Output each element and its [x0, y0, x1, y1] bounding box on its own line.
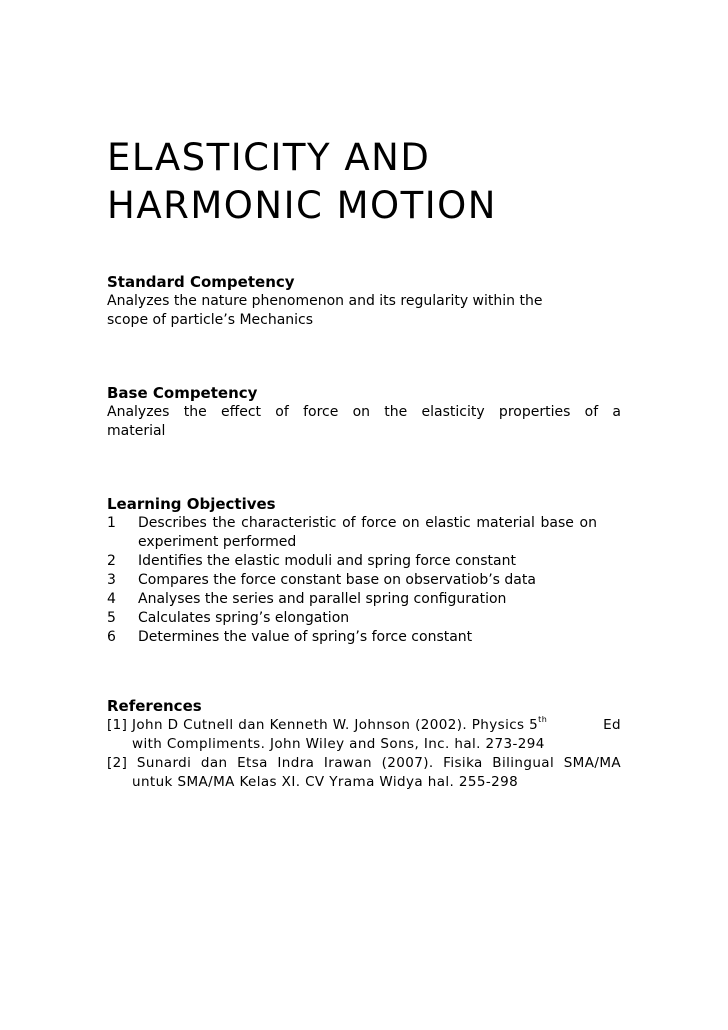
- document-title: [107, 134, 621, 230]
- references-heading: References: [107, 697, 202, 715]
- title-line-2: HARMONIC MOTION: [107, 184, 497, 227]
- document-page: [107, 134, 621, 792]
- reference-line-2: untuk SMA/MA Kelas XI. CV Yrama Widya hal. 255-298: [132, 774, 519, 790]
- objective-number: 4: [107, 591, 116, 607]
- title-line-1: ELASTICITY AND: [107, 136, 431, 179]
- list-item: [107, 571, 621, 590]
- objective-number: 1: [107, 515, 116, 531]
- standard-competency-line-1: Analyzes the nature phenomenon and its regularity within the: [107, 293, 543, 309]
- references-list: [107, 716, 621, 792]
- base-competency-heading: Base Competency: [107, 384, 258, 402]
- reference-line-2: with Compliments. John Wiley and Sons, Inc. hal. 273-294: [132, 736, 545, 752]
- objective-number: 2: [107, 553, 116, 569]
- list-item: [107, 552, 621, 571]
- reference-item: [107, 716, 621, 754]
- standard-competency-heading: Standard Competency: [107, 273, 295, 291]
- list-item: [107, 590, 621, 609]
- objective-text: Compares the force constant base on observatiob’s data: [138, 572, 536, 588]
- standard-competency-text: [107, 292, 621, 330]
- references-section: [107, 697, 621, 792]
- objective-number: 3: [107, 572, 116, 588]
- reference-superscript: th: [538, 715, 548, 724]
- base-competency-line-1: Analyzes the effect of force on the elasticity properties of a: [107, 404, 621, 420]
- standard-competency-line-2: scope of particle’s Mechanics: [107, 312, 314, 328]
- objective-text: Analyses the series and parallel spring configuration: [138, 591, 507, 607]
- standard-competency-section: [107, 273, 621, 330]
- learning-objectives-section: [107, 495, 621, 647]
- objective-text: Describes the characteristic of force on elastic material base on experiment performed: [138, 515, 597, 550]
- reference-item: [107, 754, 621, 792]
- objective-number: 6: [107, 629, 116, 645]
- reference-line-1: [107, 716, 621, 735]
- reference-line-1: [2] Sunardi dan Etsa Indra Irawan (2007). Fisika Bilingual SMA/MA: [107, 755, 621, 771]
- list-item: [107, 514, 621, 552]
- learning-objectives-heading: Learning Objectives: [107, 495, 276, 513]
- objective-number: 5: [107, 610, 116, 626]
- base-competency-text: [107, 403, 621, 441]
- reference-text-end: Ed: [603, 717, 621, 733]
- objective-text: Identifies the elastic moduli and spring force constant: [138, 553, 516, 569]
- base-competency-line-2: material: [107, 423, 166, 439]
- learning-objectives-list: [107, 514, 621, 647]
- objective-text: Determines the value of spring’s force constant: [138, 629, 473, 645]
- objective-text: Calculates spring’s elongation: [138, 610, 350, 626]
- reference-text: [1] John D Cutnell dan Kenneth W. Johnson (2002). Physics 5: [107, 717, 539, 733]
- list-item: [107, 609, 621, 628]
- base-competency-section: [107, 384, 621, 441]
- list-item: [107, 628, 621, 647]
